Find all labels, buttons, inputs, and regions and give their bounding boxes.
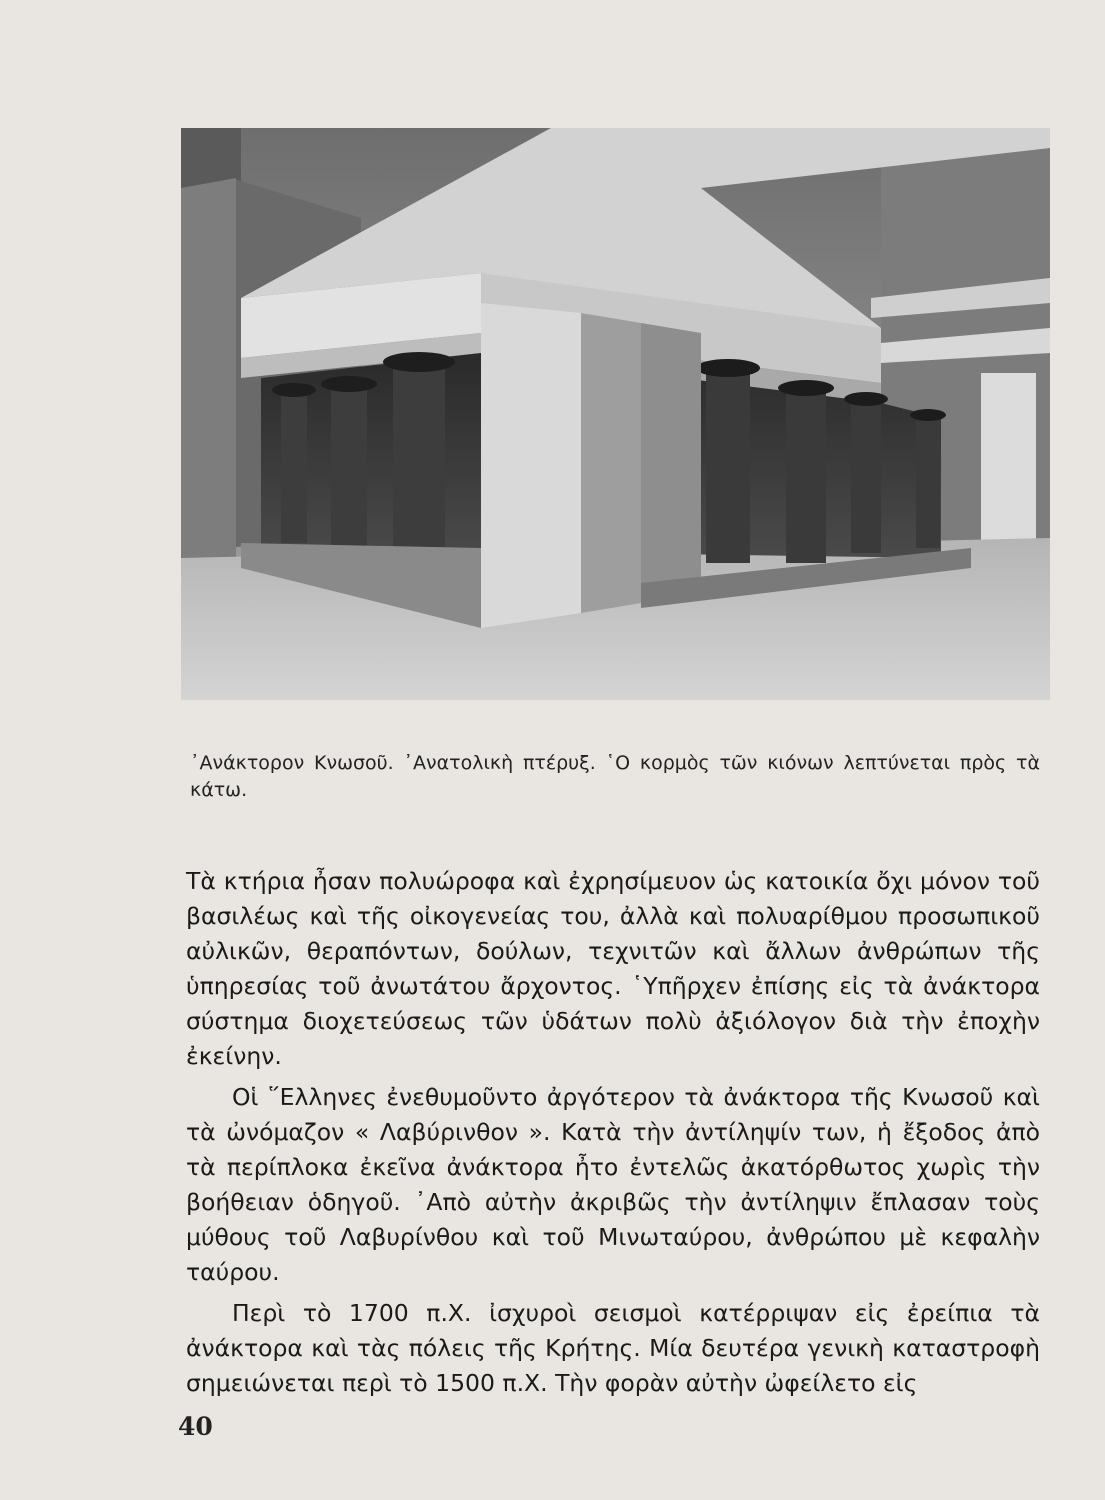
knossos-colonnade-image — [181, 128, 1050, 700]
paragraph: Περὶ τὸ 1700 π.Χ. ἰσχυροὶ σεισμοὶ κατέρριψαν εἰς ἐρείπια τὰ ἀνάκτορα καὶ τὰς πόλεις τῆς Κρήτης. Μία δευτέρα γενικὴ καταστροφὴ σημειώνεται περὶ τὸ 1500 π.Χ. Τὴν φορὰν αὐτὴν ὠφείλετο εἰς — [186, 1299, 1040, 1397]
page-number: 40 — [178, 1412, 213, 1441]
paragraph: Οἱ ῞Ελληνες ἐνεθυμοῦντο ἀργότερον τὰ ἀνάκτορα τῆς Κνωσοῦ καὶ τὰ ὠνόμαζον « Λαβύρινθον ». Κατὰ τὴν ἀντίληψίν των, ἡ ἔξοδος ἀπὸ τὰ περίπλοκα ἐκεῖνα ἀνάκτορα ἦτο ἐντελῶς ἀκατόρθωτος χωρὶς τὴν βοήθειαν ὁδηγοῦ. ᾿Απὸ αὐτὴν ἀκριβῶς τὴν ἀντίληψιν ἔπλασαν τοὺς μύθους τοῦ Λαβυρίνθου καὶ τοῦ Μινωταύρου, ἀνθρώπου μὲ κεφαλὴν ταύρου. — [186, 1083, 1040, 1286]
figure-caption: ᾿Ανάκτορον Κνωσοῦ. ᾿Ανατολικὴ πτέρυξ. ῾Ο κορμὸς τῶν κιόνων λεπτύνεται πρὸς τὰ κάτω. — [190, 752, 1040, 801]
body-text — [186, 864, 1040, 1407]
paragraph: Τὰ κτήρια ἦσαν πολυώροφα καὶ ἐχρησίμευον ὡς κατοικία ὄχι μόνον τοῦ βασιλέως καὶ τῆς οἰκογενείας του, ἀλλὰ καὶ πολυαρίθμου προσωπικοῦ αὐλικῶν, θεραπόντων, δούλων, τεχνιτῶν καὶ ἄλλων ἀνθρώπων τῆς ὑπηρεσίας τοῦ ἀνωτάτου ἄρχοντος. ῾Υπῆρχεν ἐπίσης εἰς τὰ ἀνάκτορα σύστημα διοχετεύσεως τῶν ὑδάτων πολὺ ἀξιόλογον διὰ τὴν ἐποχὴν ἐκείνην. — [186, 867, 1040, 1070]
palace-photograph — [181, 128, 1050, 700]
